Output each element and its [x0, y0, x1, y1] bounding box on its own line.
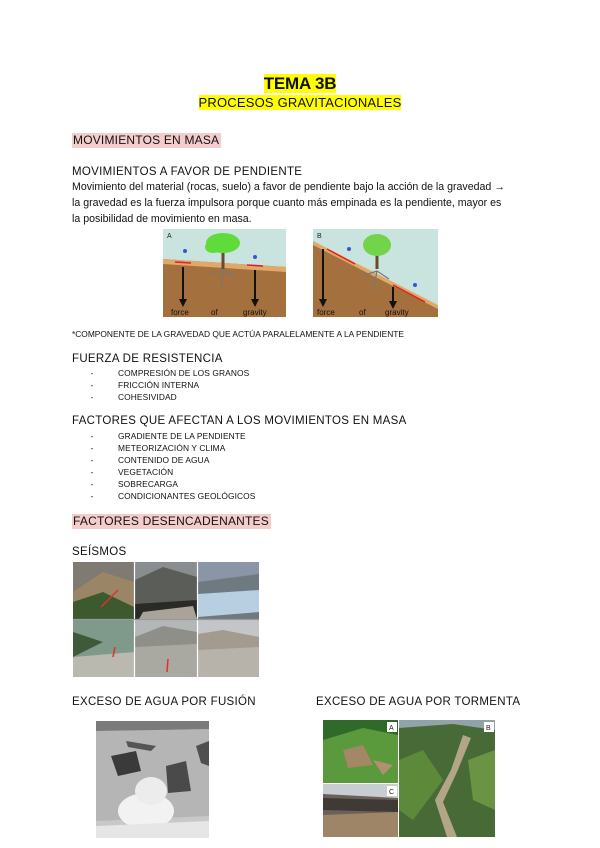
photo-label-a: A	[389, 725, 394, 732]
subheading-favor-pendiente: MOVIMIENTOS A FAVOR DE PENDIENTE	[72, 166, 303, 178]
paragraph-line: la gravedad es la fuerza impulsora porque cuanto más empinada es la pendiente, mayor es	[72, 197, 502, 209]
storm-landslide-photos	[323, 720, 495, 837]
section-heading-desencadenantes: FACTORES DESENCADENANTES	[73, 514, 269, 528]
page-title: TEMA 3B	[263, 74, 337, 93]
svg-text:force: force	[171, 308, 189, 317]
page-subtitle-wrap	[0, 95, 600, 110]
list-item: - COMPRESIÓN DE LOS GRANOS	[90, 368, 250, 378]
svg-text:B: B	[317, 233, 322, 240]
factores-list	[82, 430, 255, 502]
svg-text:force: force	[317, 308, 335, 317]
earthquake-photo-grid	[73, 562, 259, 677]
section-heading-movimientos: MOVIMIENTOS EN MASA	[73, 133, 220, 147]
svg-text:gravity: gravity	[243, 308, 267, 317]
list-item: - FRICCIÓN INTERNA	[90, 380, 200, 390]
list-item: - GRADIENTE DE LA PENDIENTE	[90, 431, 246, 441]
subheading-seismos: SEÍSMOS	[72, 546, 127, 558]
gravity-component-note: *COMPONENTE DE LA GRAVEDAD QUE ACTÚA PARALELAMENTE A LA PENDIENTE	[72, 329, 404, 339]
page-title-wrap	[0, 74, 600, 94]
photo-label-c: C	[389, 789, 395, 796]
svg-text:of: of	[359, 308, 366, 317]
figure-flat-slope	[163, 229, 286, 317]
paragraph-line: Movimiento del material (rocas, suelo) a favor de pendiente bajo la acción de la gravedad →	[72, 181, 505, 193]
subheading-factores: FACTORES QUE AFECTAN A LOS MOVIMIENTOS EN MASA	[72, 415, 407, 427]
list-item: - COHESIVIDAD	[90, 392, 177, 402]
list-item: - CONDICIONANTES GEOLÓGICOS	[90, 491, 256, 501]
subheading-resistencia: FUERZA DE RESISTENCIA	[72, 353, 223, 365]
paragraph-movimiento	[72, 179, 542, 227]
svg-text:of: of	[211, 308, 218, 317]
resistencia-list	[82, 367, 249, 403]
svg-text:gravity: gravity	[385, 308, 409, 317]
photo-label-b: B	[486, 725, 491, 732]
avalanche-photo	[96, 721, 209, 838]
list-item: - CONTENIDO DE AGUA	[90, 455, 210, 465]
subheading-tormenta: EXCESO DE AGUA POR TORMENTA	[316, 696, 521, 708]
list-item: - SOBRECARGA	[90, 479, 179, 489]
list-item: - METEORIZACIÓN Y CLIMA	[90, 443, 226, 453]
figure-steep-slope	[313, 229, 438, 317]
page-subtitle: PROCESOS GRAVITACIONALES	[198, 95, 402, 110]
figure-label: A	[167, 233, 172, 240]
subheading-fusion: EXCESO DE AGUA POR FUSIÓN	[72, 696, 256, 708]
list-item: - VEGETACIÓN	[90, 467, 174, 477]
paragraph-line: la posibilidad de movimiento en masa.	[72, 213, 252, 225]
